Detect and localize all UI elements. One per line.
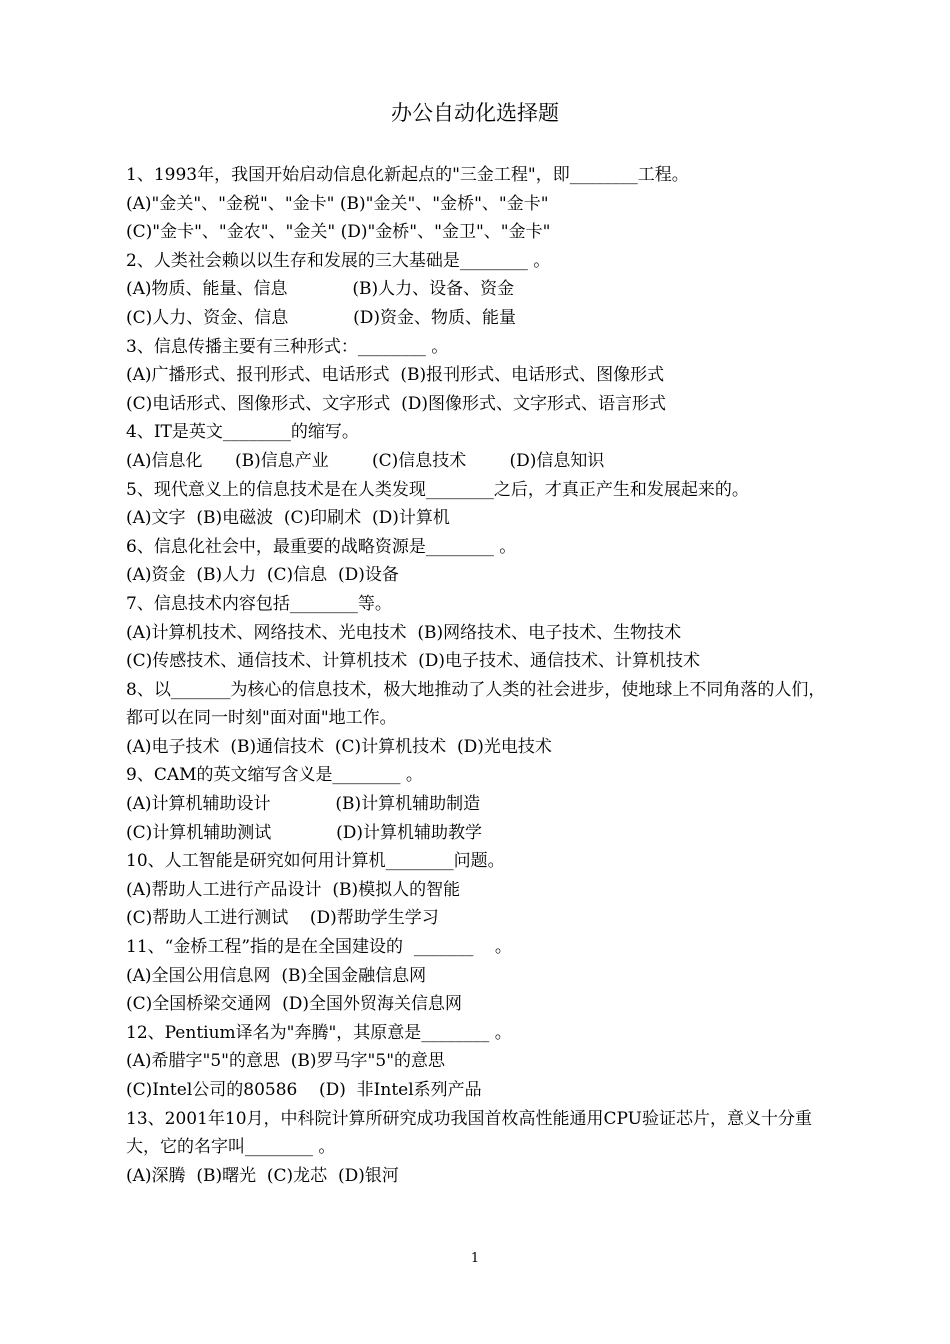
question-8-stem: 8、以_______为核心的信息技术，极大地推动了人类的社会进步，使地球上不同角落的人们，都可以在同一时刻"面对面"地工作。 xyxy=(126,679,826,729)
question-3-options-ab: (A)广播形式、报刊形式、电话形式 (B)报刊形式、电话形式、图像形式 xyxy=(126,365,665,386)
question-11-stem: 11、“金桥工程”指的是在全国建设的 _______ 。 xyxy=(126,937,512,958)
question-12-stem: 12、Pentium译名为"奔腾"，其原意是________ 。 xyxy=(126,1022,512,1043)
question-12-options-ab: (A)希腊字"5"的意思 (B)罗马字"5"的意思 xyxy=(126,1051,446,1072)
document-title: 办公自动化选择题 xyxy=(391,101,559,125)
question-3-stem: 3、信息传播主要有三种形式：________ 。 xyxy=(126,336,449,357)
question-10-options-cd: (C)帮助人工进行测试 (D)帮助学生学习 xyxy=(126,908,439,929)
question-7-stem: 7、信息技术内容包括________等。 xyxy=(126,593,392,614)
question-13-stem: 13、2001年10月，中科院计算所研究成功我国首枚高性能通用CPU验证芯片，意义十分重大，它的名字叫________ 。 xyxy=(126,1108,812,1158)
question-13-options: (A)深腾 (B)曙光 (C)龙芯 (D)银河 xyxy=(126,1165,399,1186)
question-6-options: (A)资金 (B)人力 (C)信息 (D)设备 xyxy=(126,565,399,586)
question-9-options-cd: (C)计算机辅助测试 (D)计算机辅助教学 xyxy=(126,822,483,843)
question-4-stem: 4、IT是英文________的缩写。 xyxy=(126,422,359,443)
question-11-options-cd: (C)全国桥梁交通网 (D)全国外贸海关信息网 xyxy=(126,994,462,1015)
question-1-stem: 1、1993年，我国开始启动信息化新起点的"三金工程"，即________工程。 xyxy=(126,165,689,185)
question-2-options-ab: (A)物质、能量、信息 (B)人力、设备、资金 xyxy=(126,279,515,300)
question-6-stem: 6、信息化社会中，最重要的战略资源是________ 。 xyxy=(126,536,517,557)
question-11-options-ab: (A)全国公用信息网 (B)全国金融信息网 xyxy=(126,965,427,986)
question-5-options: (A)文字 (B)电磁波 (C)印刷术 (D)计算机 xyxy=(126,508,450,529)
question-2-options-cd: (C)人力、资金、信息 (D)资金、物质、能量 xyxy=(126,307,517,328)
question-3-options-cd: (C)电话形式、图像形式、文字形式 (D)图像形式、文字形式、语言形式 xyxy=(126,393,666,414)
question-9-stem: 9、CAM的英文缩写含义是________ 。 xyxy=(126,765,423,786)
question-12-options-cd: (C)Intel公司的80586 (D) 非Intel系列产品 xyxy=(126,1080,482,1100)
question-4-options: (A)信息化 (B)信息产业 (C)信息技术 (D)信息知识 xyxy=(126,450,605,471)
question-7-options-cd: (C)传感技术、通信技术、计算机技术 (D)电子技术、通信技术、计算机技术 xyxy=(126,651,700,672)
question-1-options-ab: (A)"金关"、"金税"、"金卡" (B)"金关"、"金桥"、"金卡" xyxy=(126,193,549,214)
question-9-options-ab: (A)计算机辅助设计 (B)计算机辅助制造 xyxy=(126,794,481,815)
question-7-options-ab: (A)计算机技术、网络技术、光电技术 (B)网络技术、电子技术、生物技术 xyxy=(126,622,682,643)
question-1-options-cd: (C)"金卡"、"金农"、"金关" (D)"金桥"、"金卫"、"金卡" xyxy=(126,222,551,243)
question-2-stem: 2、人类社会赖以以生存和发展的三大基础是________ 。 xyxy=(126,250,551,271)
question-10-stem: 10、人工智能是研究如何用计算机________问题。 xyxy=(126,851,505,872)
page-number: 1 xyxy=(470,1251,480,1266)
question-8-options: (A)电子技术 (B)通信技术 (C)计算机技术 (D)光电技术 xyxy=(126,736,552,757)
question-5-stem: 5、现代意义上的信息技术是在人类发现________之后，才真正产生和发展起来的。 xyxy=(126,479,749,500)
question-list xyxy=(126,161,826,1190)
question-10-options-ab: (A)帮助人工进行产品设计 (B)模拟人的智能 xyxy=(126,879,461,900)
